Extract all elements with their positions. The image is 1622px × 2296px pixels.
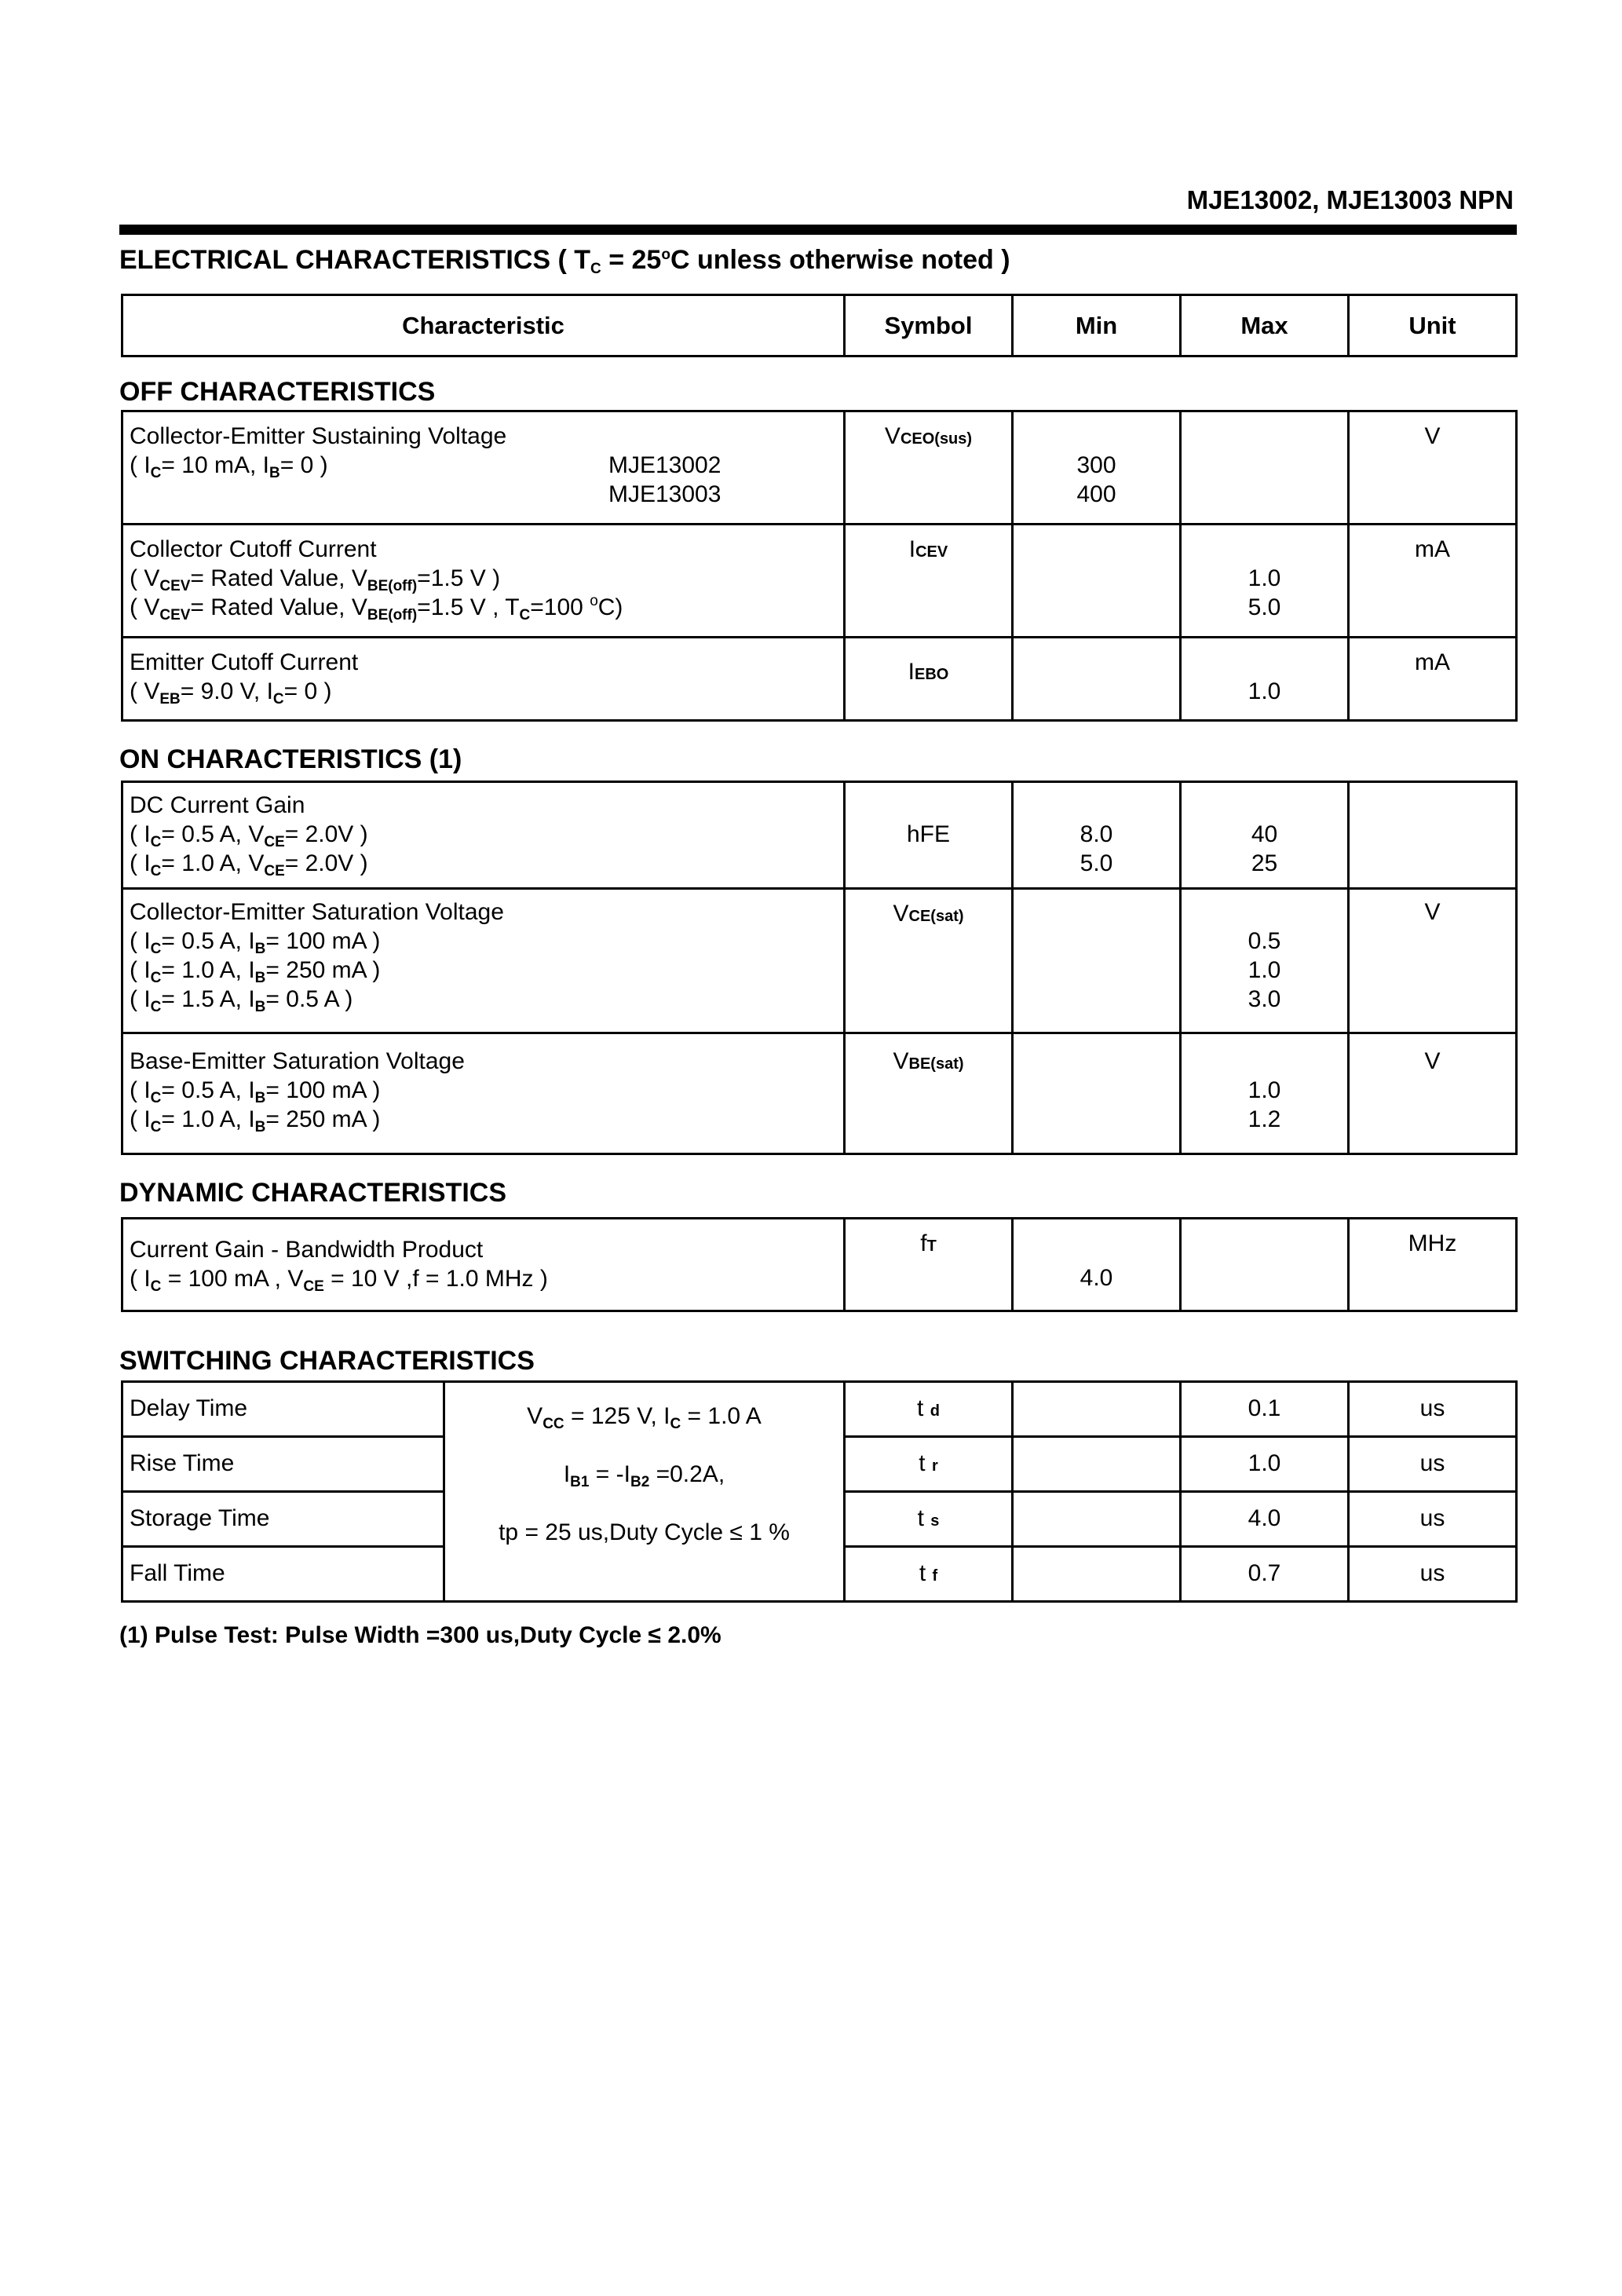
part-number-title: MJE13002, MJE13003 NPN xyxy=(1186,185,1514,214)
on-characteristics-title: ON CHARACTERISTICS (1) xyxy=(119,744,462,774)
max-cell: 0.1 xyxy=(1181,1382,1349,1437)
min-cell xyxy=(1013,1033,1181,1154)
characteristic-cell: Storage Time xyxy=(122,1492,444,1547)
test-conditions-cell: $V_{CC} = 125$ V, $I_C = 1.0$ A $I_{B1} = -I_{B2} =0.2A$, tp = 25 us,Duty Cycle ≤ 1 % xyxy=(444,1382,845,1602)
switching-characteristics-table xyxy=(121,1380,1518,1603)
min-cell xyxy=(1013,525,1181,638)
off-characteristics-table xyxy=(121,410,1518,722)
characteristic-cell: Collector Cutoff Current ( $V_{CEV}=$ Rated Value, $V_{BE(off)}=1.5$ V ) ( $V_{CEV}=$ Rated Value, $V_{BE(off)}=1.5$ V , $T_C=100$ $^o$C) xyxy=(122,525,845,638)
table-row xyxy=(122,638,1517,721)
col-max: Max xyxy=(1181,295,1349,356)
switching-characteristics-title: SWITCHING CHARACTERISTICS xyxy=(119,1346,535,1376)
table-row xyxy=(122,1219,1517,1311)
characteristic-cell: Collector-Emitter Saturation Voltage ( $I_C= 0.5$ A, $I_B= 100$ mA ) ( $I_C= 1.0$ A, $I_B= 250$ mA ) ( $I_C= 1.5$ A, $I_B= 0.5$ A ) xyxy=(122,889,845,1033)
min-cell: 4.0 xyxy=(1013,1219,1181,1311)
table-row xyxy=(122,1033,1517,1154)
max-cell: 1.0 xyxy=(1181,638,1349,721)
symbol-cell: t s xyxy=(845,1492,1013,1547)
table-row xyxy=(122,525,1517,638)
characteristic-cell: Delay Time xyxy=(122,1382,444,1437)
table-row xyxy=(122,1382,1517,1437)
max-cell: 1.0 xyxy=(1181,1437,1349,1492)
col-unit: Unit xyxy=(1349,295,1517,356)
characteristic-cell: Rise Time xyxy=(122,1437,444,1492)
max-cell xyxy=(1181,411,1349,525)
symbol-cell: t f xyxy=(845,1547,1013,1602)
pulse-test-footnote: (1) Pulse Test: Pulse Width =300 us,Duty Cycle ≤ 2.0% xyxy=(119,1622,721,1648)
unit-cell: mA xyxy=(1349,525,1517,638)
col-min: Min xyxy=(1013,295,1181,356)
table-row xyxy=(122,782,1517,889)
unit-cell: mA xyxy=(1349,638,1517,721)
unit-cell: us xyxy=(1349,1492,1517,1547)
table-row xyxy=(122,411,1517,525)
min-cell xyxy=(1013,1382,1181,1437)
col-characteristic: Characteristic xyxy=(122,295,845,356)
max-cell: 4.0 xyxy=(1181,1492,1349,1547)
min-cell xyxy=(1013,889,1181,1033)
unit-cell: us xyxy=(1349,1547,1517,1602)
model-label: MJE13003 xyxy=(608,481,721,507)
symbol-cell: VBE(sat) xyxy=(845,1033,1013,1154)
unit-cell: V xyxy=(1349,889,1517,1033)
max-cell: 1.0 5.0 xyxy=(1181,525,1349,638)
unit-cell: V xyxy=(1349,1033,1517,1154)
symbol-cell: VCEO(sus) xyxy=(845,411,1013,525)
min-cell: 8.0 5.0 xyxy=(1013,782,1181,889)
symbol-cell: IEBO xyxy=(845,638,1013,721)
max-cell: 1.0 1.2 xyxy=(1181,1033,1349,1154)
symbol-cell: fT xyxy=(845,1219,1013,1311)
model-label: MJE13002 xyxy=(608,452,721,478)
max-cell: 40 25 xyxy=(1181,782,1349,889)
symbol-cell: VCE(sat) xyxy=(845,889,1013,1033)
characteristic-cell: Base-Emitter Saturation Voltage ( $I_C= 0.5$ A, $I_B= 100$ mA ) ( $I_C= 1.0$ A, $I_B= 250$ mA ) xyxy=(122,1033,845,1154)
min-cell xyxy=(1013,638,1181,721)
min-cell xyxy=(1013,1437,1181,1492)
header-rule xyxy=(119,225,1517,235)
symbol-cell: t d xyxy=(845,1382,1013,1437)
table-row xyxy=(122,889,1517,1033)
characteristic-cell: Collector-Emitter Sustaining Voltage ( $I_C= 10$ mA, $I_B= 0$ ) MJE13002 MJE13003 xyxy=(122,411,845,525)
unit-cell xyxy=(1349,782,1517,889)
unit-cell: us xyxy=(1349,1437,1517,1492)
characteristic-cell: Current Gain - Bandwidth Product ( $I_C = 100$ mA , $V_{CE} = 10$ V ,f = 1.0 MHz ) xyxy=(122,1219,845,1311)
min-cell xyxy=(1013,1547,1181,1602)
symbol-cell: hFE xyxy=(845,782,1013,889)
characteristic-cell: Emitter Cutoff Current ( $V_{EB}= 9.0$ V, $I_C= 0$ ) xyxy=(122,638,845,721)
max-cell: 0.7 xyxy=(1181,1547,1349,1602)
max-cell: 0.5 1.0 3.0 xyxy=(1181,889,1349,1033)
characteristic-cell: Fall Time xyxy=(122,1547,444,1602)
symbol-cell: t r xyxy=(845,1437,1013,1492)
max-cell xyxy=(1181,1219,1349,1311)
on-characteristics-table xyxy=(121,781,1518,1155)
unit-cell: V xyxy=(1349,411,1517,525)
electrical-characteristics-title: ELECTRICAL CHARACTERISTICS ( $T_C = 25^oC$ unless otherwise noted ) xyxy=(119,245,1010,277)
col-symbol: Symbol xyxy=(845,295,1013,356)
characteristic-cell: DC Current Gain ( $I_C= 0.5$ A, $V_{CE}= 2.0V$ ) ( $I_C= 1.0$ A, $V_{CE}= 2.0V$ ) xyxy=(122,782,845,889)
column-header-table xyxy=(121,294,1518,357)
off-characteristics-title: OFF CHARACTERISTICS xyxy=(119,377,436,407)
dynamic-characteristics-title: DYNAMIC CHARACTERISTICS xyxy=(119,1178,506,1208)
min-cell xyxy=(1013,1492,1181,1547)
symbol-cell: ICEV xyxy=(845,525,1013,638)
min-cell: 300 400 xyxy=(1013,411,1181,525)
dynamic-characteristics-table xyxy=(121,1217,1518,1312)
unit-cell: us xyxy=(1349,1382,1517,1437)
unit-cell: MHz xyxy=(1349,1219,1517,1311)
